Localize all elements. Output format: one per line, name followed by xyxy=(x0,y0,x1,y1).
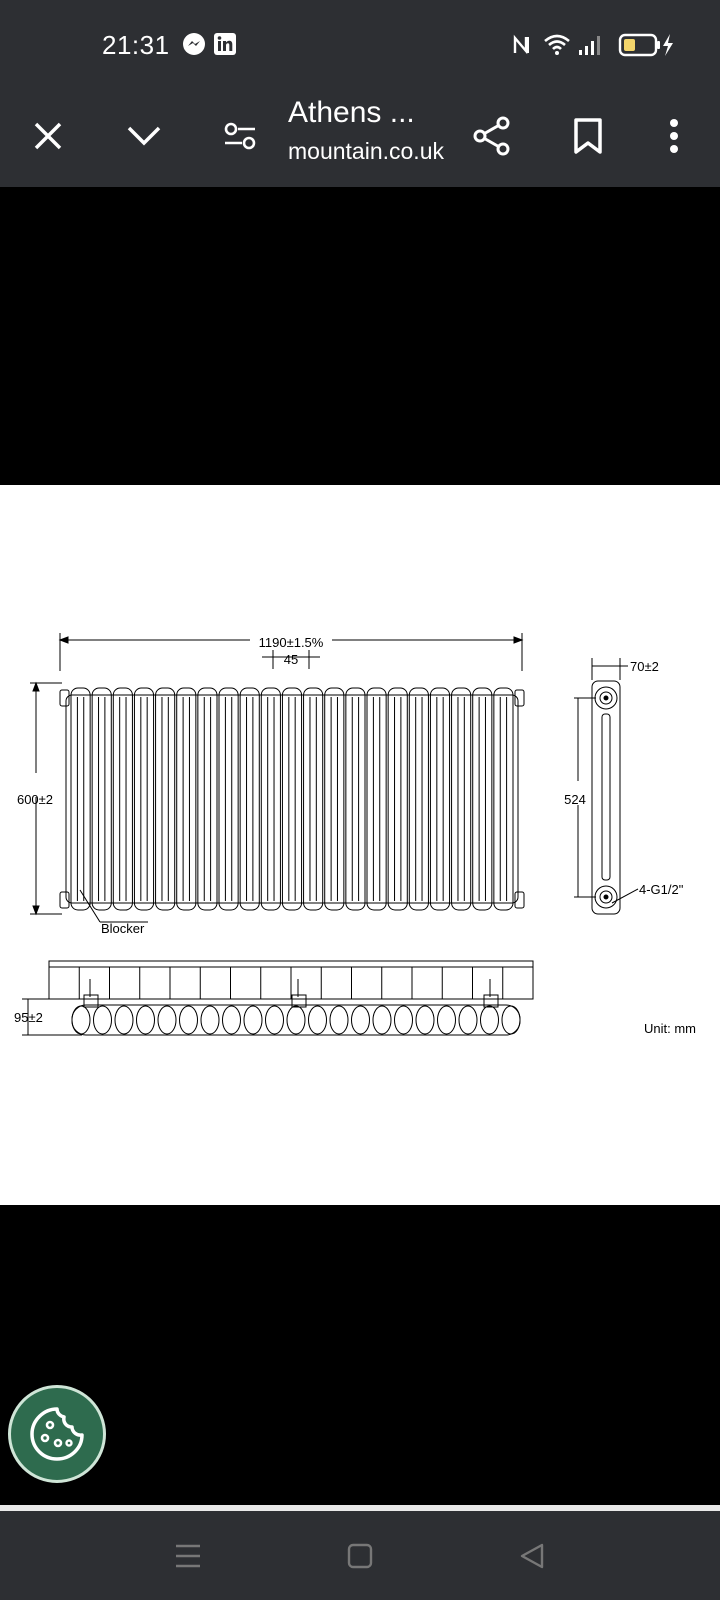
height-dimension-label: 600±2 xyxy=(16,792,54,807)
connection-label: 4-G1/2" xyxy=(639,882,684,897)
radiator-column xyxy=(346,688,365,910)
top-view-tube xyxy=(72,1006,90,1034)
page-settings-button[interactable] xyxy=(210,106,270,166)
radiator-column xyxy=(409,688,428,910)
top-view-tube xyxy=(137,1006,155,1034)
image-backdrop-top xyxy=(0,187,720,485)
top-view-tube xyxy=(438,1006,456,1034)
signal-icon xyxy=(578,34,604,56)
section-dimension-label: 45 xyxy=(283,652,299,667)
width-dimension-label: 1190±1.5% xyxy=(258,635,324,650)
bracket-dimension-label: 95±2 xyxy=(14,1010,43,1025)
radiator-column xyxy=(430,688,449,910)
radiator-drawing xyxy=(0,485,720,1205)
top-view-tube xyxy=(94,1006,112,1034)
more-options-button[interactable] xyxy=(644,106,704,166)
radiator-column xyxy=(219,688,238,910)
menu-icon xyxy=(174,1543,202,1569)
battery-charging-icon xyxy=(618,33,674,57)
top-view-tube xyxy=(481,1006,499,1034)
page-url-text: mountain.co.uk xyxy=(288,138,444,164)
radiator-column xyxy=(494,688,513,910)
top-view-tube xyxy=(223,1006,241,1034)
radiator-column xyxy=(282,688,301,910)
top-view-tube xyxy=(180,1006,198,1034)
top-view-tube xyxy=(459,1006,477,1034)
image-backdrop-bottom xyxy=(0,1205,720,1505)
top-view-tube xyxy=(416,1006,434,1034)
status-time: 21:31 xyxy=(102,30,170,60)
recent-apps-button[interactable] xyxy=(158,1531,218,1581)
top-view-tube xyxy=(201,1006,219,1034)
home-icon xyxy=(346,1542,374,1570)
radiator-column xyxy=(198,688,217,910)
radiator-column xyxy=(261,688,280,910)
share-icon xyxy=(472,116,512,156)
top-view-tube xyxy=(330,1006,348,1034)
top-view-tube xyxy=(309,1006,327,1034)
top-view-tube xyxy=(352,1006,370,1034)
radiator-column xyxy=(452,688,471,910)
top-view-tube xyxy=(395,1006,413,1034)
browser-toolbar xyxy=(0,86,720,187)
status-bar xyxy=(0,0,720,86)
page-url[interactable] xyxy=(288,138,448,165)
radiator-column xyxy=(325,688,344,910)
radiator-column xyxy=(156,688,175,910)
close-icon xyxy=(32,120,64,152)
top-view-tube xyxy=(373,1006,391,1034)
center-dimension-label: 524 xyxy=(564,792,586,807)
radiator-column xyxy=(473,688,492,910)
cookie-settings-button[interactable] xyxy=(8,1385,106,1483)
radiator-column xyxy=(367,688,386,910)
blocker-label: Blocker xyxy=(101,921,145,936)
more-vert-icon xyxy=(668,118,680,154)
page-settings-icon xyxy=(223,121,257,151)
back-icon xyxy=(518,1542,546,1570)
top-view-tube xyxy=(502,1006,520,1034)
top-view-tube xyxy=(244,1006,262,1034)
radiator-column xyxy=(240,688,259,910)
bookmark-button[interactable] xyxy=(558,106,618,166)
back-button[interactable] xyxy=(502,1531,562,1581)
depth-dimension-label: 70±2 xyxy=(630,659,659,674)
top-view-tube xyxy=(287,1006,305,1034)
unit-label: Unit: mm xyxy=(644,1021,696,1036)
wifi-icon xyxy=(543,33,571,57)
linkedin-icon xyxy=(213,32,237,56)
minimize-button[interactable] xyxy=(114,106,174,166)
radiator-column xyxy=(71,688,90,910)
share-button[interactable] xyxy=(462,106,522,166)
top-view-tube xyxy=(115,1006,133,1034)
system-nav-bar xyxy=(0,1511,720,1600)
radiator-column xyxy=(134,688,153,910)
radiator-column xyxy=(113,688,132,910)
bookmark-icon xyxy=(573,117,603,155)
close-button[interactable] xyxy=(18,106,78,166)
cookie-icon xyxy=(28,1405,86,1463)
top-view-tube xyxy=(266,1006,284,1034)
home-button[interactable] xyxy=(330,1531,390,1581)
product-drawing-image[interactable] xyxy=(0,485,720,1205)
nfc-icon xyxy=(512,34,532,56)
chevron-down-icon xyxy=(126,124,162,148)
page-title[interactable]: Athens ... xyxy=(288,96,415,129)
radiator-column xyxy=(304,688,323,910)
top-view-tube xyxy=(158,1006,176,1034)
radiator-column xyxy=(177,688,196,910)
radiator-column xyxy=(388,688,407,910)
messenger-icon xyxy=(182,32,206,56)
radiator-column xyxy=(92,688,111,910)
